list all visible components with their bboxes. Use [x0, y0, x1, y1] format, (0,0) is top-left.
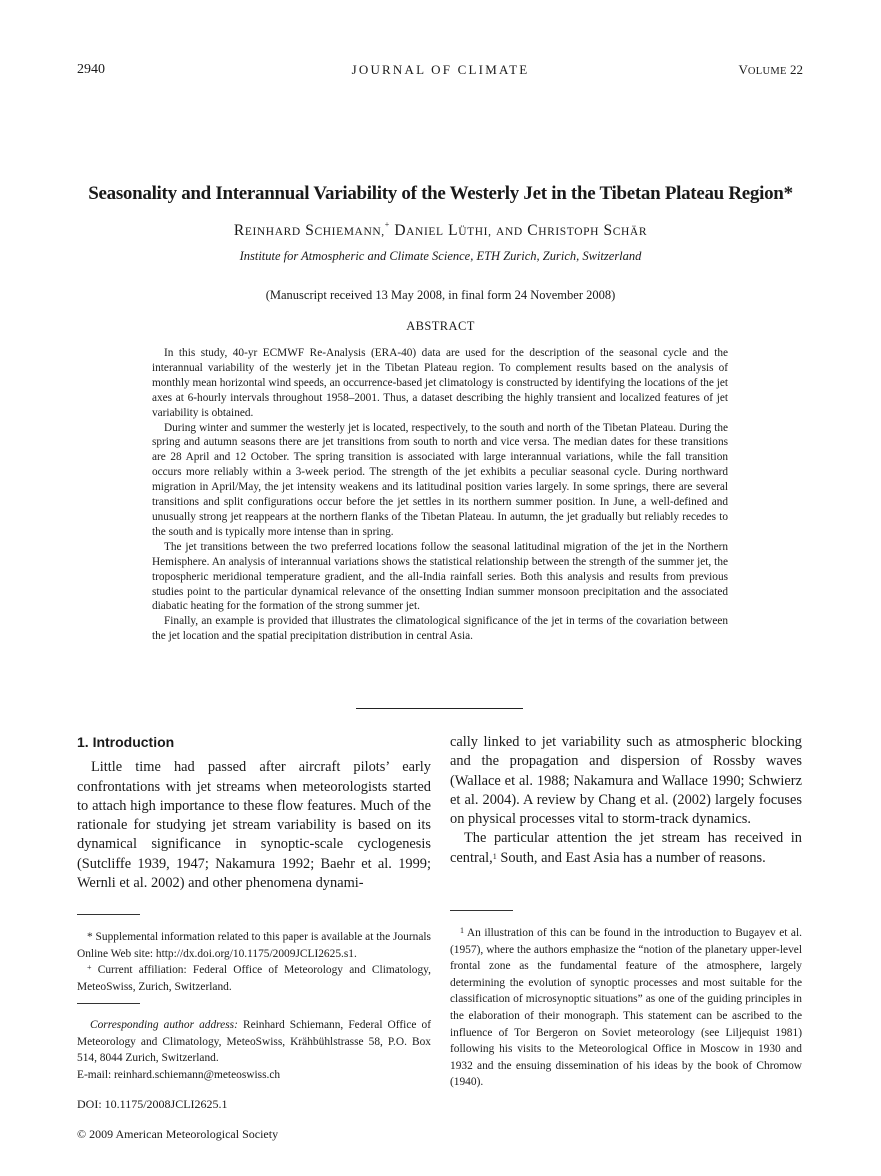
footnotes-right — [450, 925, 802, 1091]
footnote: $^1$ An illustration of this can be found in the introduction to Bugayev et al. (1957), where the authors emphasize the “notion of the planetary upper-level frontal zone as the fundamental feature of the atmosphere, largely determining the evolution of synoptic processes and most suitable for the classification of microsynoptic situations” as one of the guiding principles in the elaboration of their monograph. This statement can be ascribed to the influence of Tor Bergeron on Soviet meteorology (see Liljequist 1981) following his visits to the Meteorological Office in Moscow in 1930 and 1932 and the ensuing dissemination of his ideas by the book of Chromow (1940). — [450, 926, 802, 1089]
body-paragraph: The particular attention the jet stream has received in central,$^1$ South, and East Asia has a number of reasons. — [450, 830, 802, 866]
corresponding-label: Corresponding author address: — [90, 1019, 238, 1031]
footnotes-left — [77, 929, 431, 995]
doi: DOI: 10.1175/2008JCLI2625.1 — [77, 1097, 228, 1111]
volume-number: 22 — [790, 62, 803, 77]
volume-label — [739, 62, 803, 78]
footnote-mark: 1 — [492, 851, 497, 861]
paper-title: Seasonality and Interannual Variability of the Westerly Jet in the Tibetan Plateau Region* — [88, 183, 793, 204]
body-paragraph: cally linked to jet variability such as atmospheric blocking and the propagation and dispersion of Rossby waves (Wallace et al. 1988; Nakamura and Wallace 1990; Schwierz et al. 2004). A review by Chang et al. (2002) largely focuses on physical processes vital to storm-track dynamics. — [450, 734, 802, 828]
section-heading: 1. Introduction — [77, 734, 175, 750]
author-affiliation: Institute for Atmospheric and Climate Science, ETH Zurich, Zurich, Switzerland — [239, 249, 642, 263]
abstract-paragraph: In this study, 40-yr ECMWF Re-Analysis (ERA-40) data are used for the description of the seasonal cycle and the interannual variability of the westerly jet in the Tibetan Plateau region. To complement results based on the analysis of monthly mean horizontal wind speeds, an occurrence-based jet climatology is constructed by identifying the locations of the jet axes at 6-hourly intervals throughout 1958–2001. Thus, a dataset describing the highly transient and localized features of jet variability is obtained. — [152, 347, 728, 419]
affiliation-mark: + — [384, 220, 390, 229]
manuscript-dates: (Manuscript received 13 May 2008, in final form 24 November 2008) — [265, 288, 616, 302]
body-column-right — [450, 733, 802, 868]
author-list: REINHARD SCHIEMANN,+ DANIEL LÜTHI, AND CHRISTOPH SCHÄR — [233, 220, 648, 239]
footnote-rule — [77, 914, 140, 915]
volume-initial: V — [738, 62, 748, 77]
corresponding-author: Corresponding author address: Reinhard Schiemann, Federal Office of Meteorology and Climatology, MeteoSwiss, Krähbühlstrasse 58, P.O. Box 514, 8044 Zurich, Switzerland. E-mail: reinhard.schiemann@meteoswiss.ch — [77, 1017, 431, 1083]
footnote-rule — [77, 1003, 140, 1004]
abstract-heading: ABSTRACT — [406, 319, 475, 333]
abstract-body — [152, 346, 728, 644]
body-column-left — [77, 733, 431, 893]
section-divider — [356, 708, 523, 709]
body-paragraph: Little time had passed after aircraft pilots’ early confrontations with jet streams when meteorologists started to attach high importance to these flow features. Much of the rationale for studying jet stream variability is based on its dynamical significance in synoptic-scale cyclogenesis (Sutcliffe 1939, 1947; Nakamura 1992; Baehr et al. 1999; Wernli et al. 2002) and other phenomena dynami- — [77, 759, 431, 892]
footnote: + Current affiliation: Federal Office of Meteorology and Climatology, MeteoSwiss, Zurich, Switzerland. — [77, 963, 431, 993]
footnote: * Supplemental information related to this paper is available at the Journals Online Web site: http://dx.doi.org/10.1175/2009JCLI2625.s1. — [77, 931, 431, 960]
copyright: © 2009 American Meteorological Society — [77, 1127, 279, 1141]
volume-word: OLUME — [747, 66, 787, 77]
abstract-paragraph: The jet transitions between the two preferred locations follow the seasonal latitudinal migration of the jet in the Northern Hemisphere. An analysis of interannual variations shows the statistical relationship between the strength of the summer jet, the tropospheric meridional temperature gradient, and the all-India rainfall series. Both this analysis and results from previous studies point to the particular dynamical relevance of the onsetting Indian summer monsoon precipitation and the associated diabatic heating for the formation of the strong summer jet. — [152, 540, 728, 613]
abstract-paragraph: Finally, an example is provided that illustrates the climatological significance of the jet in terms of the covariation between the jet location and the spatial precipitation distribution in central Asia. — [152, 615, 728, 643]
page-number: 2940 — [77, 62, 105, 77]
abstract-paragraph: During winter and summer the westerly jet is located, respectively, to the south and north of the Tibetan Plateau. During the spring and autumn seasons there are jet transitions from south to north and vice versa. The median dates for these transitions are 28 April and 12 October. The spring transition is associated with large interannual variations, while the fall transition occurs more reliably within a 3-week period. The strength of the jet exhibits a peculiar seasonal cycle. During northward migration in April/May, the jet intensity weakens and its latitudinal position varies largely. In some springs, there are several transitions and split configurations occur before the jet settles in its northern summer position. In June, a well-defined and unusually strong jet reappears at the northern flanks of the Tibetan Plateau. In autumn, the jet gradually but reliably recedes to the south and is typically more intense than in spring. — [152, 421, 728, 538]
footnote-rule — [450, 910, 513, 911]
journal-name: JOURNAL OF CLIMATE — [351, 62, 530, 77]
corresponding-email: E-mail: reinhard.schiemann@meteoswiss.ch — [77, 1068, 281, 1081]
